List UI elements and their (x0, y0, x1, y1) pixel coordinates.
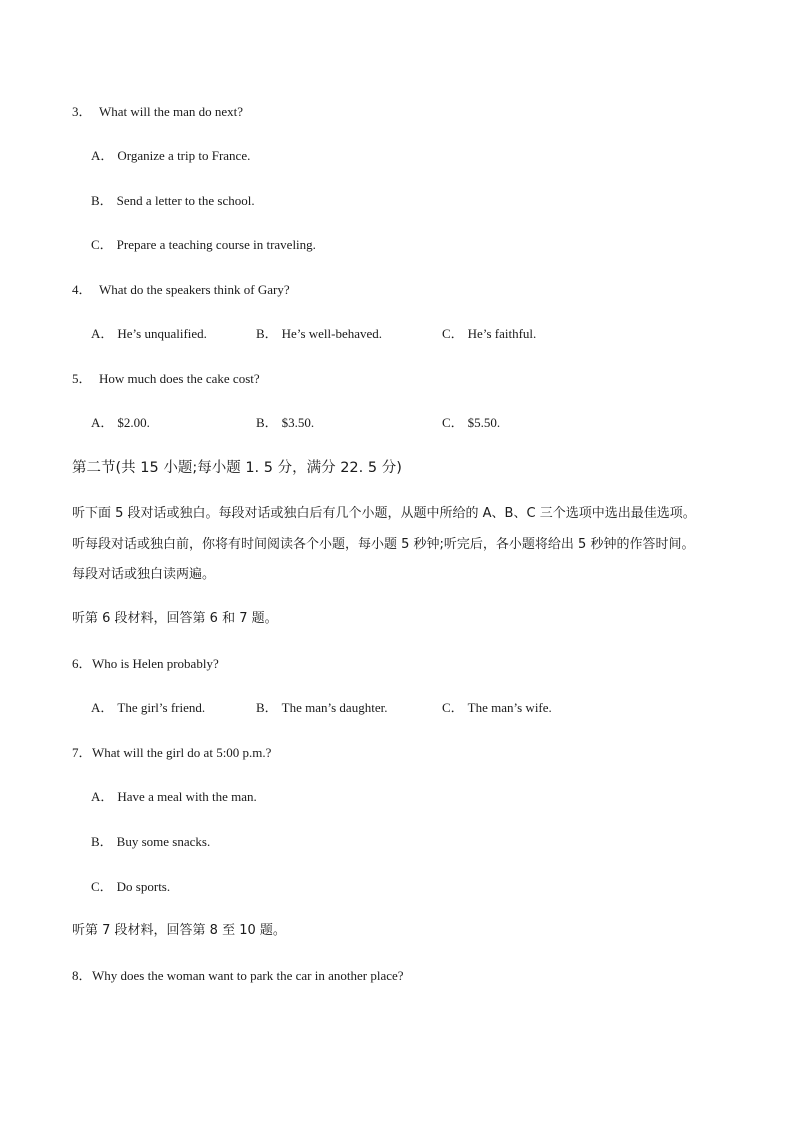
option-text: Buy some snacks. (116, 834, 211, 849)
section-instruction: 每段对话或独白读两遍。 (72, 567, 216, 582)
question-number: 8． (72, 968, 92, 983)
option-text: Do sports. (116, 879, 171, 894)
question-text: How much does the cake cost? (99, 371, 260, 386)
option-label: C． (442, 700, 464, 715)
option-text: $3.50. (281, 415, 315, 430)
question-3 (72, 103, 243, 121)
option-text: Have a meal with the man. (117, 789, 257, 804)
option-text: Send a letter to the school. (116, 193, 255, 208)
option-label: A． (91, 326, 114, 341)
option-label: C． (91, 237, 113, 252)
question-number: 4． (72, 282, 92, 297)
option-label: A． (91, 148, 114, 163)
material-label: 听第 6 段材料，回答第 6 和 7 题。 (72, 611, 278, 626)
option-label: B． (256, 326, 278, 341)
option-b (91, 192, 255, 210)
option-text: $5.50. (467, 415, 501, 430)
option-b (256, 699, 387, 717)
question-number: 3． (72, 104, 92, 119)
option-a (91, 699, 205, 717)
question-number: 7． (72, 745, 92, 760)
option-b (91, 833, 210, 851)
question-number: 6． (72, 656, 92, 671)
option-label: A． (91, 700, 114, 715)
option-c (442, 325, 536, 343)
question-text: Who is Helen probably? (92, 656, 219, 671)
material-label: 听第 7 段材料，回答第 8 至 10 题。 (72, 923, 286, 938)
question-7 (72, 744, 271, 762)
option-text: He’s well-behaved. (281, 326, 383, 341)
option-label: B． (256, 415, 278, 430)
option-label: C． (442, 415, 464, 430)
question-text: Why does the woman want to park the car in another place? (92, 968, 404, 983)
question-4 (72, 281, 290, 299)
option-text: Organize a trip to France. (117, 148, 251, 163)
option-text: The girl’s friend. (117, 700, 206, 715)
section-heading: 第二节(共 15 小题;每小题 1. 5 分，满分 22. 5 分) (72, 460, 402, 476)
option-label: A． (91, 789, 114, 804)
question-text: What do the speakers think of Gary? (99, 282, 290, 297)
option-text: $2.00. (117, 415, 150, 430)
option-label: B． (91, 834, 113, 849)
option-c (442, 699, 552, 717)
question-8 (72, 967, 404, 985)
option-a (91, 147, 250, 165)
option-text: The man’s wife. (467, 700, 552, 715)
question-number: 5． (72, 371, 92, 386)
option-label: A． (91, 415, 114, 430)
option-b (256, 414, 314, 432)
option-a (91, 788, 257, 806)
option-text: Prepare a teaching course in traveling. (116, 237, 316, 252)
option-label: C． (442, 326, 464, 341)
option-a (91, 414, 150, 432)
option-label: B． (91, 193, 113, 208)
question-6 (72, 655, 219, 673)
option-text: The man’s daughter. (281, 700, 388, 715)
option-b (256, 325, 382, 343)
option-a (91, 325, 207, 343)
section-instruction: 听每段对话或独白前，你将有时间阅读各个小题，每小题 5 秒钟;听完后，各小题将给出 5 秒钟的作答时间。 (72, 537, 695, 552)
option-text: He’s unqualified. (117, 326, 207, 341)
question-text: What will the girl do at 5:00 p.m.? (92, 745, 272, 760)
question-text: What will the man do next? (99, 104, 244, 119)
option-text: He’s faithful. (467, 326, 537, 341)
option-label: B． (256, 700, 278, 715)
question-5 (72, 370, 260, 388)
section-instruction: 听下面 5 段对话或独白。每段对话或独白后有几个小题，从题中所给的 A、B、C 三个选项中选出最佳选项。 (72, 506, 696, 521)
option-c (91, 878, 170, 896)
option-c (91, 236, 316, 254)
option-label: C． (91, 879, 113, 894)
option-c (442, 414, 500, 432)
